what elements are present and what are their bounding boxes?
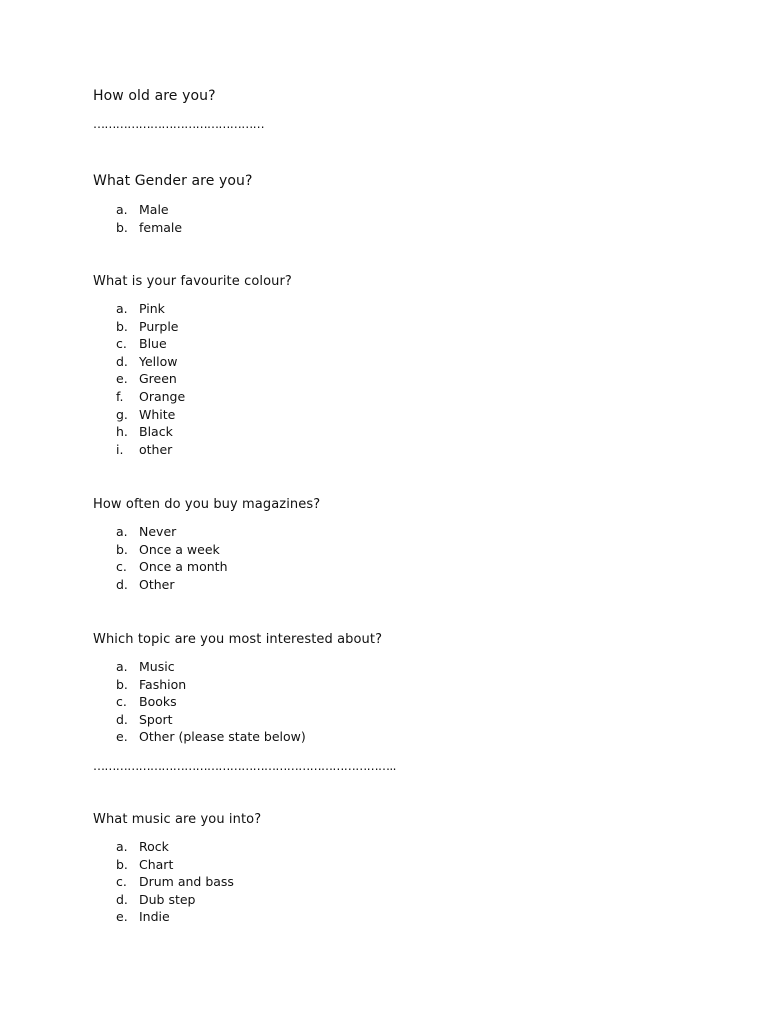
option-label: Dub step bbox=[139, 891, 196, 907]
option-letter: b. bbox=[116, 318, 128, 334]
option-letter: h. bbox=[116, 424, 128, 440]
option-label: Green bbox=[139, 371, 177, 387]
option-label: Blue bbox=[139, 336, 167, 352]
question-colour: What is your favourite colour? bbox=[93, 274, 292, 289]
option-letter: d. bbox=[116, 711, 128, 727]
option-letter: b. bbox=[116, 541, 128, 557]
option-letter: c. bbox=[116, 559, 127, 575]
option-letter: c. bbox=[116, 874, 127, 890]
option-letter: c. bbox=[116, 336, 127, 352]
option-letter: e. bbox=[116, 371, 128, 387]
option-letter: a. bbox=[116, 202, 128, 217]
option-letter: b. bbox=[116, 856, 128, 872]
option-label: other bbox=[139, 441, 173, 457]
option-label: Other bbox=[139, 576, 175, 592]
option-letter: d. bbox=[116, 576, 128, 592]
option-label: Purple bbox=[139, 318, 179, 334]
answer-line-topic: …………………………………………………………………….. bbox=[93, 759, 396, 773]
option-label: Never bbox=[139, 524, 177, 539]
option-label: Indie bbox=[139, 909, 170, 925]
option-letter: i. bbox=[116, 441, 124, 457]
question-topic: Which topic are you most interested about? bbox=[93, 632, 383, 647]
option-label: Pink bbox=[139, 301, 165, 316]
option-letter: e. bbox=[116, 729, 128, 745]
question-music: What music are you into? bbox=[93, 812, 262, 827]
option-label: Fashion bbox=[139, 676, 187, 692]
option-letter: b. bbox=[116, 676, 128, 692]
option-label: Chart bbox=[139, 856, 174, 872]
option-label: Music bbox=[139, 659, 175, 674]
option-letter: a. bbox=[116, 524, 128, 539]
option-letter: e. bbox=[116, 909, 128, 925]
option-label: Books bbox=[139, 694, 177, 710]
question-age: How old are you? bbox=[93, 88, 216, 104]
option-letter: a. bbox=[116, 659, 128, 674]
option-letter: d. bbox=[116, 353, 128, 369]
option-label: Rock bbox=[139, 839, 169, 854]
option-letter: a. bbox=[116, 301, 128, 316]
option-letter: d. bbox=[116, 891, 128, 907]
option-label: Drum and bass bbox=[139, 874, 234, 890]
option-label: Other (please state below) bbox=[139, 729, 306, 745]
option-label: Black bbox=[139, 424, 173, 440]
option-label: White bbox=[139, 406, 176, 422]
option-label: Sport bbox=[139, 711, 173, 727]
option-letter: c. bbox=[116, 694, 127, 710]
option-letter: a. bbox=[116, 839, 128, 854]
answer-line-age: ……………………………………… bbox=[93, 117, 265, 131]
option-letter: g. bbox=[116, 406, 128, 422]
option-label: Yellow bbox=[139, 353, 178, 369]
option-label: female bbox=[139, 219, 183, 235]
option-letter: f. bbox=[116, 388, 124, 404]
option-label: Once a week bbox=[139, 541, 220, 557]
option-label: Male bbox=[139, 202, 169, 217]
option-label: Orange bbox=[139, 388, 186, 404]
question-gender: What Gender are you? bbox=[93, 173, 253, 189]
option-letter: b. bbox=[116, 219, 128, 235]
option-label: Once a month bbox=[139, 559, 228, 575]
question-magazines: How often do you buy magazines? bbox=[93, 497, 321, 512]
